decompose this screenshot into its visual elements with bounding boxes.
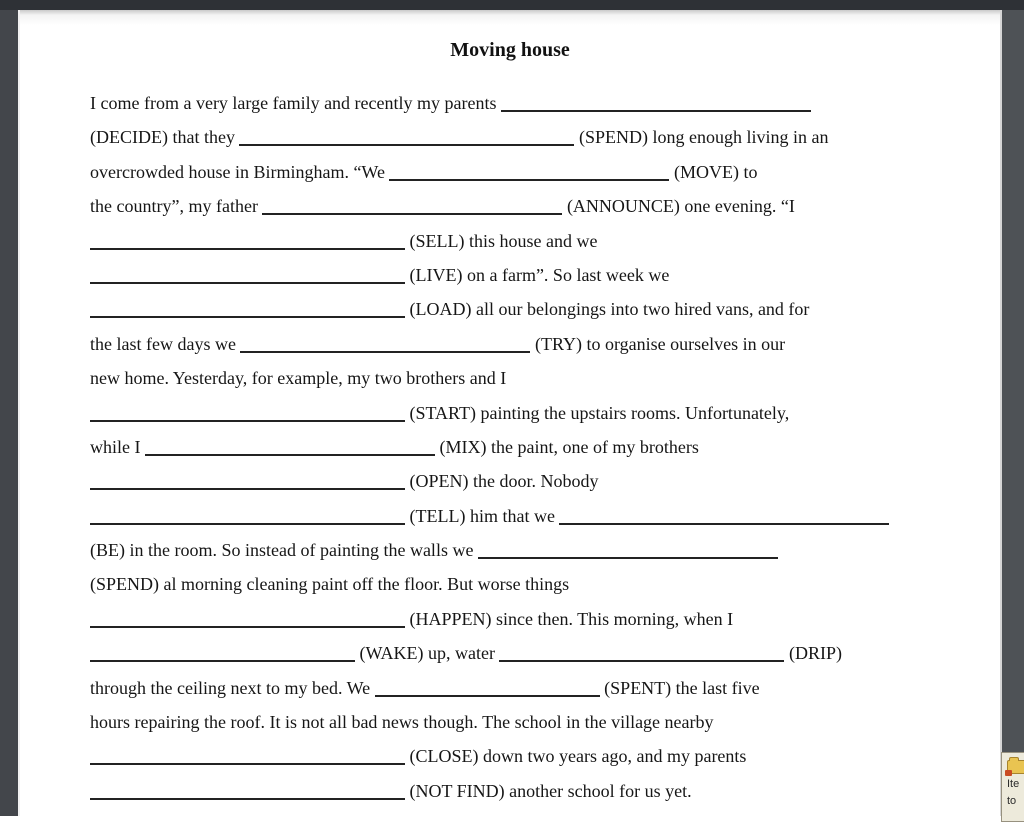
text-run: (TRY) to organise ourselves in our: [530, 333, 786, 354]
window-left-bar: [0, 10, 18, 816]
text-run: I come from a very large family and recently my parents: [90, 93, 502, 113]
exercise-line: [90, 361, 938, 395]
fill-in-blank: [90, 614, 405, 628]
fill-in-blank: [145, 442, 435, 456]
window-top-bar: [0, 0, 1024, 10]
text-run: (DECIDE) that they: [90, 127, 240, 148]
text-run: (CLOSE) down two years ago, and my parents: [405, 746, 747, 767]
text-run: (LOAD) all our belongings into two hired vans, and for: [405, 299, 810, 320]
text-run: (SPENT) the last five: [599, 677, 760, 698]
text-run: (SPEND) al morning cleaning paint off the floor. But worse things: [90, 574, 570, 595]
text-run: (HAPPEN) since then. This morning, when I: [405, 608, 734, 629]
fill-in-blank: [240, 339, 530, 353]
exercise-line: [90, 327, 938, 361]
text-run: through the ceiling next to my bed. We: [90, 677, 375, 698]
fill-in-blank: [90, 751, 405, 765]
fill-in-blank: [559, 511, 889, 525]
exercise-line: [90, 774, 938, 808]
text-run: overcrowded house in Birmingham. “We: [90, 161, 390, 182]
fill-in-blank: [262, 201, 562, 215]
fill-in-blank: [90, 270, 405, 284]
text-run: (TELL) him that we: [405, 505, 560, 526]
exercise-line: [90, 567, 938, 601]
exercise-line: [90, 705, 938, 739]
text-run: the country”, my father: [90, 196, 263, 217]
text-run: (BE) in the room. So instead of painting the walls we: [90, 540, 478, 561]
folder-icon: [1007, 760, 1024, 774]
exercise-line: [90, 396, 938, 430]
fill-in-blank: [239, 132, 574, 146]
fill-in-blank: [499, 648, 784, 662]
exercise-line: [90, 464, 938, 498]
text-run: (MOVE) to: [669, 161, 758, 182]
page-title: Moving house: [450, 39, 570, 61]
text-run: hours repairing the roof. It is not all bad news though. The school in the village nearby: [90, 712, 714, 733]
exercise-line: [90, 499, 938, 533]
exercise-line: [90, 671, 938, 705]
text-run: while I: [90, 436, 145, 457]
fill-in-blank: [90, 476, 405, 490]
text-run: (SELL) this house and we: [405, 230, 598, 251]
exercise-line: [90, 86, 938, 120]
fill-in-blank: [478, 545, 778, 559]
exercise-line: [90, 739, 938, 773]
text-run: (MIX) the paint, one of my brothers: [434, 436, 699, 457]
exercise-line: [90, 292, 938, 326]
fill-in-blank: [389, 167, 669, 181]
document-page: [18, 10, 1002, 816]
text-run: (NOT FIND) another school for us yet.: [405, 780, 692, 801]
fill-in-blank: [375, 683, 600, 697]
fill-in-blank: [501, 98, 811, 112]
fill-in-blank: [90, 511, 405, 525]
exercise-line: [90, 533, 938, 567]
exercise-line: [90, 602, 938, 636]
exercise-line: [90, 155, 938, 189]
text-run: (OPEN) the door. Nobody: [405, 471, 599, 492]
text-run: (START) painting the upstairs rooms. Unfortunately,: [405, 402, 790, 423]
fill-in-blank: [90, 786, 405, 800]
desktop-item-widget[interactable]: [1001, 752, 1024, 822]
fill-in-blank: [90, 304, 405, 318]
fill-in-blank: [90, 648, 355, 662]
text-run: new home. Yesterday, for example, my two brothers and I: [90, 368, 507, 389]
exercise-line: [90, 189, 938, 223]
desktop-item-label-line1: Ite: [1007, 778, 1020, 790]
exercise-line: [90, 258, 938, 292]
exercise-line: [90, 636, 938, 670]
text-run: (DRIP): [784, 643, 842, 664]
text-run: (WAKE) up, water: [355, 643, 500, 664]
text-run: (ANNOUNCE) one evening. “I: [562, 196, 795, 217]
fill-in-blank: [90, 408, 405, 422]
desktop-item-label-line2: to: [1007, 795, 1017, 807]
exercise-text: [90, 86, 938, 808]
exercise-line: [90, 120, 938, 154]
text-run: (LIVE) on a farm”. So last week we: [405, 264, 670, 285]
text-run: the last few days we: [90, 333, 241, 354]
window-right-bar: [1002, 10, 1024, 816]
exercise-line: [90, 430, 938, 464]
fill-in-blank: [90, 236, 405, 250]
text-run: (SPEND) long enough living in an: [574, 127, 829, 148]
exercise-line: [90, 224, 938, 258]
